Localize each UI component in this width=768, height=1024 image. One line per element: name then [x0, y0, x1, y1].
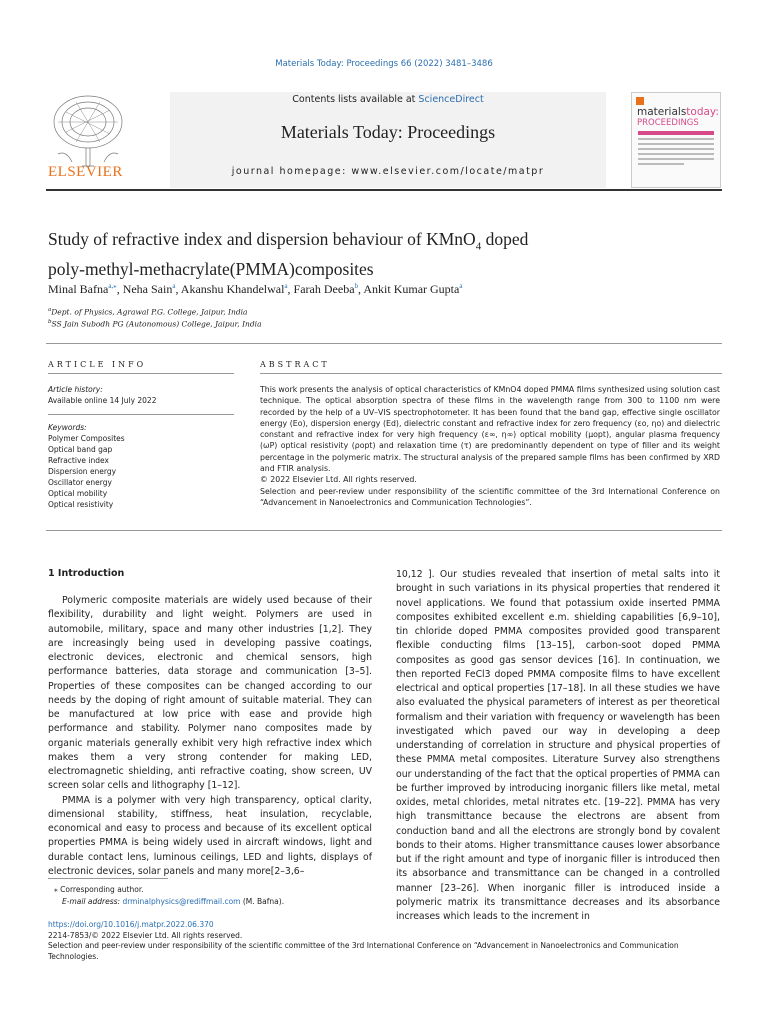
history-value: Available online 14 July 2022	[48, 396, 157, 405]
footer-selection: Selection and peer-review under responsibility of the scientific committee of the 3rd International Conference on “Advancement in Nanoelectronics and Communication Technologies.	[48, 941, 679, 961]
article-info-rule	[48, 373, 234, 374]
email-suffix: (M. Bafna).	[240, 897, 285, 906]
section-heading: 1 Introduction	[48, 568, 125, 579]
keyword: Optical resistivity	[48, 500, 114, 509]
affiliation-b-text: SS Jain Subodh PG (Autonomous) College, Jaipur, India	[51, 319, 262, 329]
divider	[46, 530, 722, 531]
author: Farah Deeba	[293, 282, 355, 296]
sciencedirect-link[interactable]: ScienceDirect	[418, 94, 484, 105]
contents-line	[170, 94, 606, 105]
abstract-body	[260, 384, 720, 508]
cover-title-3: PROCEEDINGS	[637, 118, 699, 128]
keyword: Polymer Composites	[48, 434, 125, 443]
journal-reference[interactable]: Materials Today: Proceedings 66 (2022) 3481–3486	[275, 59, 493, 69]
bottom-matter	[48, 920, 728, 962]
author: Neha Sain	[122, 282, 173, 296]
issn-line: 2214-7853/© 2022 Elsevier Ltd. All rights reserved.	[48, 930, 243, 940]
keyword: Optical mobility	[48, 489, 108, 498]
keyword: Refractive index	[48, 456, 109, 465]
abstract-heading: ABSTRACT	[260, 360, 330, 369]
title-part-2: doped	[481, 229, 529, 249]
author-separator: ,	[175, 282, 181, 296]
keyword: Optical band gap	[48, 445, 113, 454]
publisher-name: ELSEVIER	[48, 164, 123, 180]
affiliation-a: $^a$Dept. of Physics, Agrawal P.G. College, Jaipur, India	[48, 307, 248, 317]
email-label: E-mail address:	[62, 897, 123, 906]
affiliation-a-text: Dept. of Physics, Agrawal P.G. College, Jaipur, India	[51, 307, 248, 317]
journal-cover	[631, 92, 721, 188]
keywords-rule	[48, 414, 234, 415]
article-title	[48, 228, 708, 280]
cover-graphic	[638, 131, 714, 181]
abstract-rule	[260, 373, 722, 374]
author: Ankit Kumar Gupta	[363, 282, 460, 296]
homepage-url[interactable]: www.elsevier.com/locate/matpr	[351, 166, 545, 177]
author-list	[48, 282, 462, 297]
author-affiliation-mark[interactable]: a	[172, 282, 176, 290]
keywords-label: Keywords:	[48, 423, 87, 432]
author-affiliation-mark[interactable]: a,⁎	[108, 282, 117, 290]
author-affiliation-mark[interactable]: a	[284, 282, 288, 290]
body-paragraph: Polymeric composite materials are widely used because of their flexibility, durability and light weight. Polymers are used in automobile, military, space and many other industries [1,2]. They are increasingly being used in developing passive coatings, electronic devices, electronic and chemical sensors, high performance batteries, data storage and communication [3–5]. Properties of these composites can be changed according to our needs by the doping of right amount of suitable material. They can be manufactured at low price with ease and provide high performance and stability. Polymer nano composites made by organic materials generally exhibit very high refractive index which makes them a very strong contender for making LED, electromagnetic shielding, anti refractive coating, show screen, UV screen solar cells and lithography [1–12].	[48, 595, 372, 792]
abstract-copyright: © 2022 Elsevier Ltd. All rights reserved.	[260, 475, 417, 485]
corresponding-author-label: Corresponding author.	[60, 885, 144, 894]
title-line-2: poly-methyl-methacrylate(PMMA)composites	[48, 258, 374, 279]
contents-prefix: Contents lists available at	[292, 94, 419, 105]
journal-title: Materials Today: Proceedings	[280, 122, 496, 142]
affiliation-b: $^b$SS Jain Subodh PG (Autonomous) College, Jaipur, India	[48, 319, 262, 329]
journal-homepage	[170, 166, 606, 177]
header-rule	[46, 189, 722, 191]
keywords-list	[48, 433, 125, 510]
title-subscript: 4	[475, 240, 482, 253]
keyword: Oscillator energy	[48, 478, 112, 487]
author-separator: ,	[116, 282, 123, 296]
right-column	[396, 568, 720, 924]
homepage-prefix: journal homepage:	[231, 166, 352, 177]
author-affiliation-mark[interactable]: a	[459, 282, 463, 290]
author: Minal Bafna	[48, 282, 109, 296]
doi-link[interactable]: https://doi.org/10.1016/j.matpr.2022.06.370	[48, 920, 214, 929]
left-column	[48, 594, 372, 879]
divider	[46, 343, 722, 344]
body-paragraph: 10,12 ]. Our studies revealed that insertion of metal salts into it brought in such variations in its physical properties that rendered it novel applications. We found that potassium oxide inserted PMMA composites exhibited excellent e.m. shielding capabilities [6,9–10], tin chloride doped PMMA composites provided good transparent flexible conducting films [13–15], carbon-soot doped PMMA composites as good gas sensor devices [16]. In continuation, we then reported FeCl3 doped PMMA composite films to have excellent electrical and optical properties [17–18]. In all these studies we have also evaluated the physical parameters of interest as per theoretical formalism and their variation with frequency or wavelength has been investigated which paved our way in developing a deep understanding of correlation in structure and physical properties of these PMMA metal composites. Literature Survey also strengthens our understanding of the fact that the optical properties of PMMA can be further improved by introducing inorganic fillers like metal, metal oxides, metal chlorides, metal nitrates etc. [19–22]. PMMA has very high transmittance because the electrons are absent from conduction band and all the electrons are strongly bond by covalent bonds to their atoms. Higher transmittance causes lower absorbance but if the right amount and type of inorganic filler is introduced then its absorbance and transmittance can be changed in a controlled manner [23–26]. When inorganic filler is introduced inside a polymeric matrix its transmittance decreases and its absorbance increases which leads to the increment in	[396, 569, 720, 922]
history-label: Article history:	[48, 385, 103, 394]
author-affiliation-mark[interactable]: b	[354, 282, 359, 290]
article-info-heading: ARTICLE INFO	[48, 360, 147, 369]
email-link[interactable]: drminalphysics@rediffmail.com	[122, 897, 241, 906]
cover-logo-icon	[636, 97, 644, 105]
author: Akanshu Khandelwal	[180, 282, 285, 296]
title-part-1: Study of refractive index and dispersion behaviour of KMnO	[48, 229, 476, 249]
author-separator: ,	[287, 282, 294, 296]
author-separator: ,	[358, 282, 364, 296]
abstract-text: This work presents the analysis of optical characteristics of KMnO4 doped PMMA films synthesized using solution cast technique. The optical absorption spectra of these films in the wavelength range from 300 to 1100 nm were recorded by the help of a UV–VIS spectrophotometer. It has been found that the band gap, effective single oscillator energy (Eo), dispersion energy (Ed), dielectric constant and refractive index for zero frequency (εo, ηo) and dielectric constant and refractive index for very high frequency (ε∞, η∞) optical mobility (μopt), angular plasma frequency (ωP) optical resistivity (ρopt) and relaxation time (τ) are predominantly dependent on type of filler and its weight percentage in the polymeric matrix. The structural analysis of the prepared sample films has been confirmed by XRD and FTIR analysis.	[260, 385, 720, 474]
abstract-selection: Selection and peer-review under responsibility of the scientific committee of the 3rd International Conference on “Advancement in Nanoelectronics and Communication Technologies”.	[260, 486, 720, 507]
body-paragraph: PMMA is a polymer with very high transparency, optical clarity, dimensional stability, stiffness, heat insulation, recyclable, economical and easy to process and because of its excellent optical properties PMMA is being widely used in aircraft windows, light and durable contact lens, luminous ceilings, LED and lights, displays of electronic devices, solar panels and many more[2–3,6–	[48, 794, 372, 877]
cover-title-2: today:	[686, 106, 719, 118]
cover-title-1: materials	[637, 106, 687, 118]
keyword: Dispersion energy	[48, 467, 117, 476]
footnote: ⁎ Corresponding author. E-mail address: drminalphysics@rediffmail.com (M. Bafna).	[54, 885, 285, 906]
footnote-rule	[48, 878, 168, 879]
